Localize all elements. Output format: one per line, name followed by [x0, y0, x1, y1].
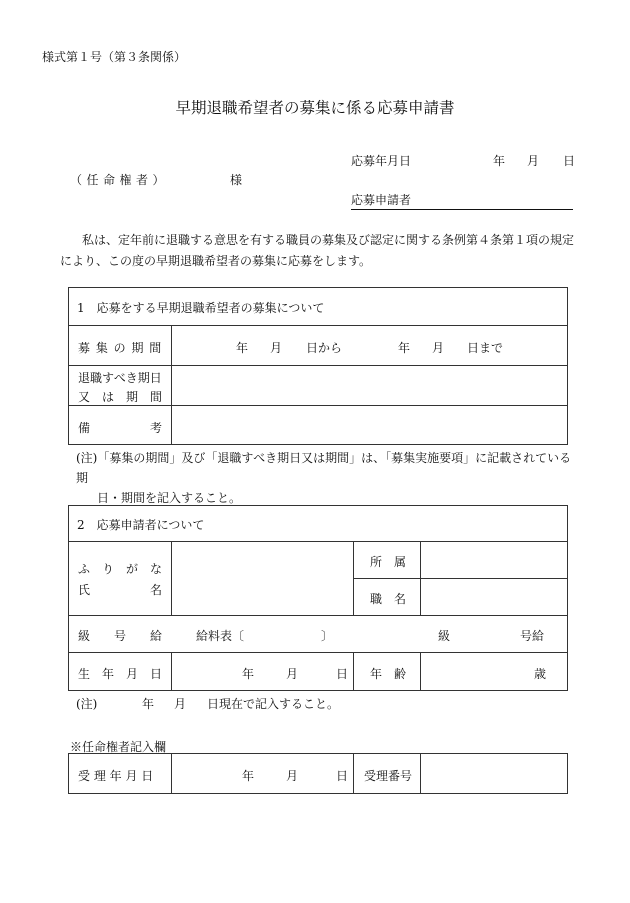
- application-date-month: 月: [527, 154, 540, 168]
- received-month: 月: [286, 769, 299, 783]
- period-to-year: 年: [398, 341, 411, 355]
- retirement-date-field[interactable]: [172, 366, 567, 405]
- birth-date-label: 生 年 月 日: [78, 667, 163, 681]
- receipt-number-label: 受理番号: [364, 769, 413, 783]
- retirement-date-label-2: 又 は 期 間: [78, 390, 163, 404]
- affiliation-label: 所 属: [370, 555, 407, 569]
- affiliation-field[interactable]: [421, 542, 567, 578]
- applicant-signature-line[interactable]: [351, 191, 573, 210]
- received-date-field[interactable]: [172, 754, 353, 793]
- remarks-label-1: 備: [78, 421, 91, 435]
- remarks-label-2: 考: [150, 421, 163, 435]
- appointer-entry-heading: ※任命権者記入欄: [70, 740, 167, 754]
- form-number: 様式第１号（第３条関係）: [42, 50, 187, 64]
- note-text: 日現在で記入すること。: [207, 697, 340, 711]
- note-year: 年: [142, 697, 155, 711]
- furigana-label: ふ り が な: [78, 562, 163, 576]
- received-date-label: 受 理 年 月 日: [78, 769, 154, 783]
- grade-unit: 級: [438, 629, 451, 643]
- note-prefix: (注): [76, 697, 98, 711]
- period-to-day: 日まで: [467, 341, 504, 355]
- applicant-label: 応募申請者: [351, 193, 412, 207]
- appointer-label: （任命権者）: [70, 173, 170, 187]
- age-label: 年 齢: [370, 667, 407, 681]
- section1-note-line1: (注)「募集の期間」及び「退職すべき期日又は期間」は、「募集実施要項」に記載されている期: [76, 451, 572, 485]
- period-to-month: 月: [432, 341, 445, 355]
- salary-table-close: 〕: [321, 629, 334, 643]
- application-date-year: 年: [493, 154, 506, 168]
- step-unit: 号給: [520, 629, 545, 643]
- receipt-number-field[interactable]: [421, 754, 567, 793]
- name-label-1: 氏: [78, 583, 91, 597]
- honorific: 様: [230, 173, 243, 187]
- section2-heading: 2 応募申請者について: [77, 518, 205, 532]
- position-label: 職 名: [370, 592, 407, 606]
- note-month: 月: [174, 697, 187, 711]
- recruitment-period-label: 募 集 の 期 間: [78, 341, 163, 355]
- grade-step-label: 級 号 給: [78, 629, 163, 643]
- birth-month: 月: [286, 667, 299, 681]
- period-from-day: 日から: [306, 341, 343, 355]
- birth-date-field[interactable]: [172, 653, 353, 691]
- page-title: 早期退職希望者の募集に係る応募申請書: [175, 99, 455, 117]
- application-date-day: 日: [563, 154, 576, 168]
- salary-table-label: 給料表〔: [196, 629, 245, 643]
- birth-year: 年: [242, 667, 255, 681]
- recruitment-period-field[interactable]: [172, 326, 567, 365]
- birth-day: 日: [336, 667, 349, 681]
- period-from-year: 年: [236, 341, 249, 355]
- section1-heading: 1 応募をする早期退職希望者の募集について: [77, 301, 325, 315]
- age-unit: 歳: [534, 667, 547, 681]
- application-date-label: 応募年月日: [351, 154, 412, 168]
- name-field[interactable]: [172, 542, 353, 615]
- received-day: 日: [336, 769, 349, 783]
- remarks-field[interactable]: [172, 406, 567, 444]
- section1-note-line2: 日・期間を記入すること。: [97, 491, 242, 505]
- position-field[interactable]: [421, 579, 567, 615]
- retirement-date-label-1: 退職すべき期日: [78, 371, 162, 385]
- period-from-month: 月: [270, 341, 283, 355]
- name-label-2: 名: [150, 583, 163, 597]
- received-year: 年: [242, 769, 255, 783]
- section1-note: [76, 448, 576, 508]
- intro-paragraph: 私は、定年前に退職する意思を有する職員の募集及び認定に関する条例第４条第１項の規定により、この度の早期退職希望者の募集に応募をします。: [60, 233, 575, 268]
